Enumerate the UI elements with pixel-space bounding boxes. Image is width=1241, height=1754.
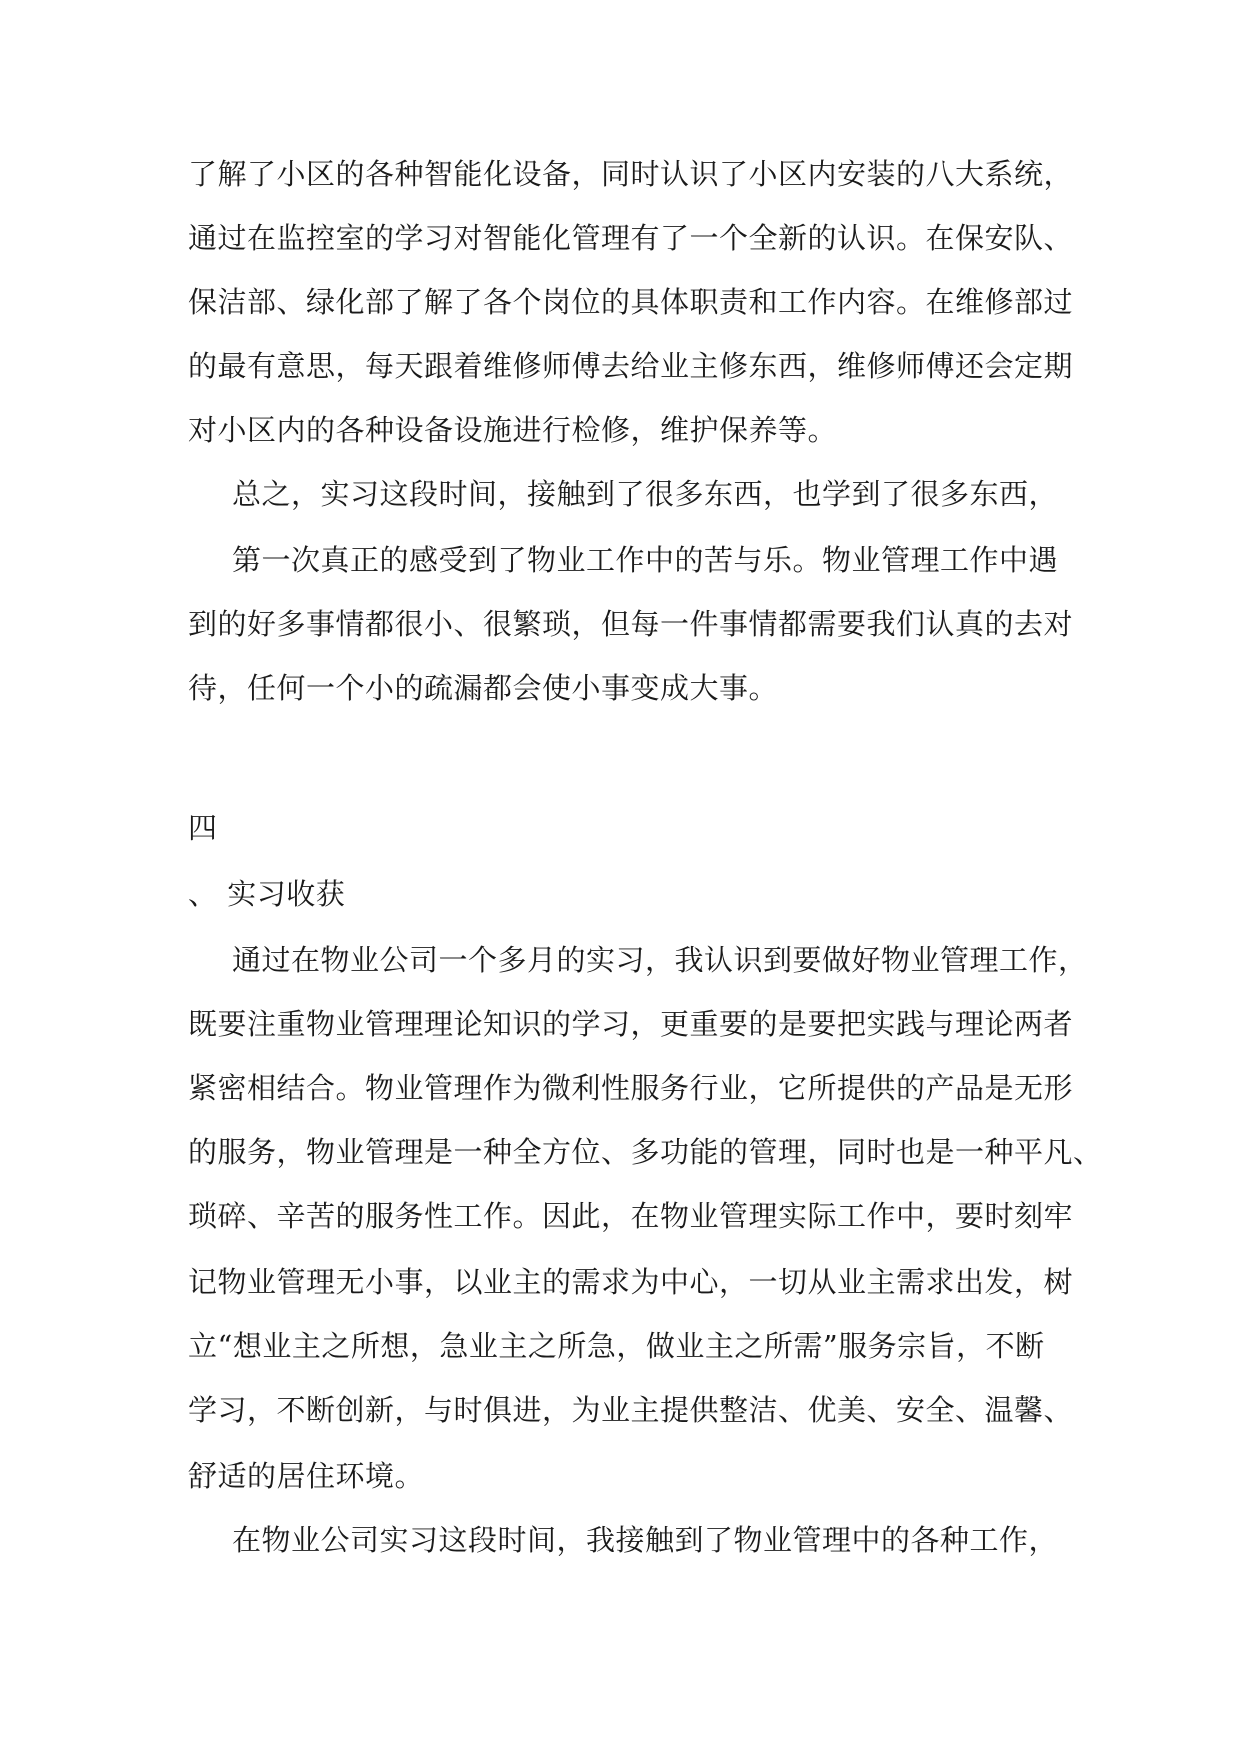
text-line: 舒适的居住环境。 [188,1459,425,1493]
text-line: 记物业管理无小事，以业主的需求为中心，一切从业主需求出发，树 [188,1265,1074,1299]
section-number: 四 [188,811,218,845]
text-line: 通过在监控室的学习对智能化管理有了一个全新的认识。在保安队、 [188,221,1074,255]
paragraph-start-line: 通过在物业公司一个多月的实习，我认识到要做好物业管理工作， [232,943,1088,977]
paragraph-start-line: 在物业公司实习这段时间，我接触到了物业管理中的各种工作， [232,1523,1059,1557]
text-line: 琐碎、辛苦的服务性工作。因此，在物业管理实际工作中，要时刻牢 [188,1199,1074,1233]
section-heading: 、 实习收获 [188,877,346,911]
text-line: 立“想业主之所想，急业主之所急，做业主之所需”服务宗旨，不断 [188,1329,1045,1363]
text-line: 紧密相结合。物业管理作为微利性服务行业，它所提供的产品是无形 [188,1071,1074,1105]
paragraph-start-line: 总之，实习这段时间，接触到了很多东西，也学到了很多东西， [232,477,1059,511]
text-line: 保洁部、绿化部了解了各个岗位的具体职责和工作内容。在维修部过 [188,285,1074,319]
text-line: 待，任何一个小的疏漏都会使小事变成大事。 [188,671,779,705]
text-line: 的最有意思，每天跟着维修师傅去给业主修东西，维修师傅还会定期 [188,349,1074,383]
text-line: 的服务，物业管理是一种全方位、多功能的管理，同时也是一种平凡、 [188,1135,1103,1169]
paragraph-start-line: 第一次真正的感受到了物业工作中的苦与乐。物业管理工作中遇 [232,543,1059,577]
text-line: 学习，不断创新，与时俱进，为业主提供整洁、优美、安全、温馨、 [188,1393,1074,1427]
text-line: 了解了小区的各种智能化设备，同时认识了小区内安装的八大系统， [188,157,1074,191]
text-line: 对小区内的各种设备设施进行检修，维护保养等。 [188,413,838,447]
text-line: 到的好多事情都很小、很繁琐，但每一件事情都需要我们认真的去对 [188,607,1074,641]
text-line: 既要注重物业管理理论知识的学习，更重要的是要把实践与理论两者 [188,1007,1074,1041]
